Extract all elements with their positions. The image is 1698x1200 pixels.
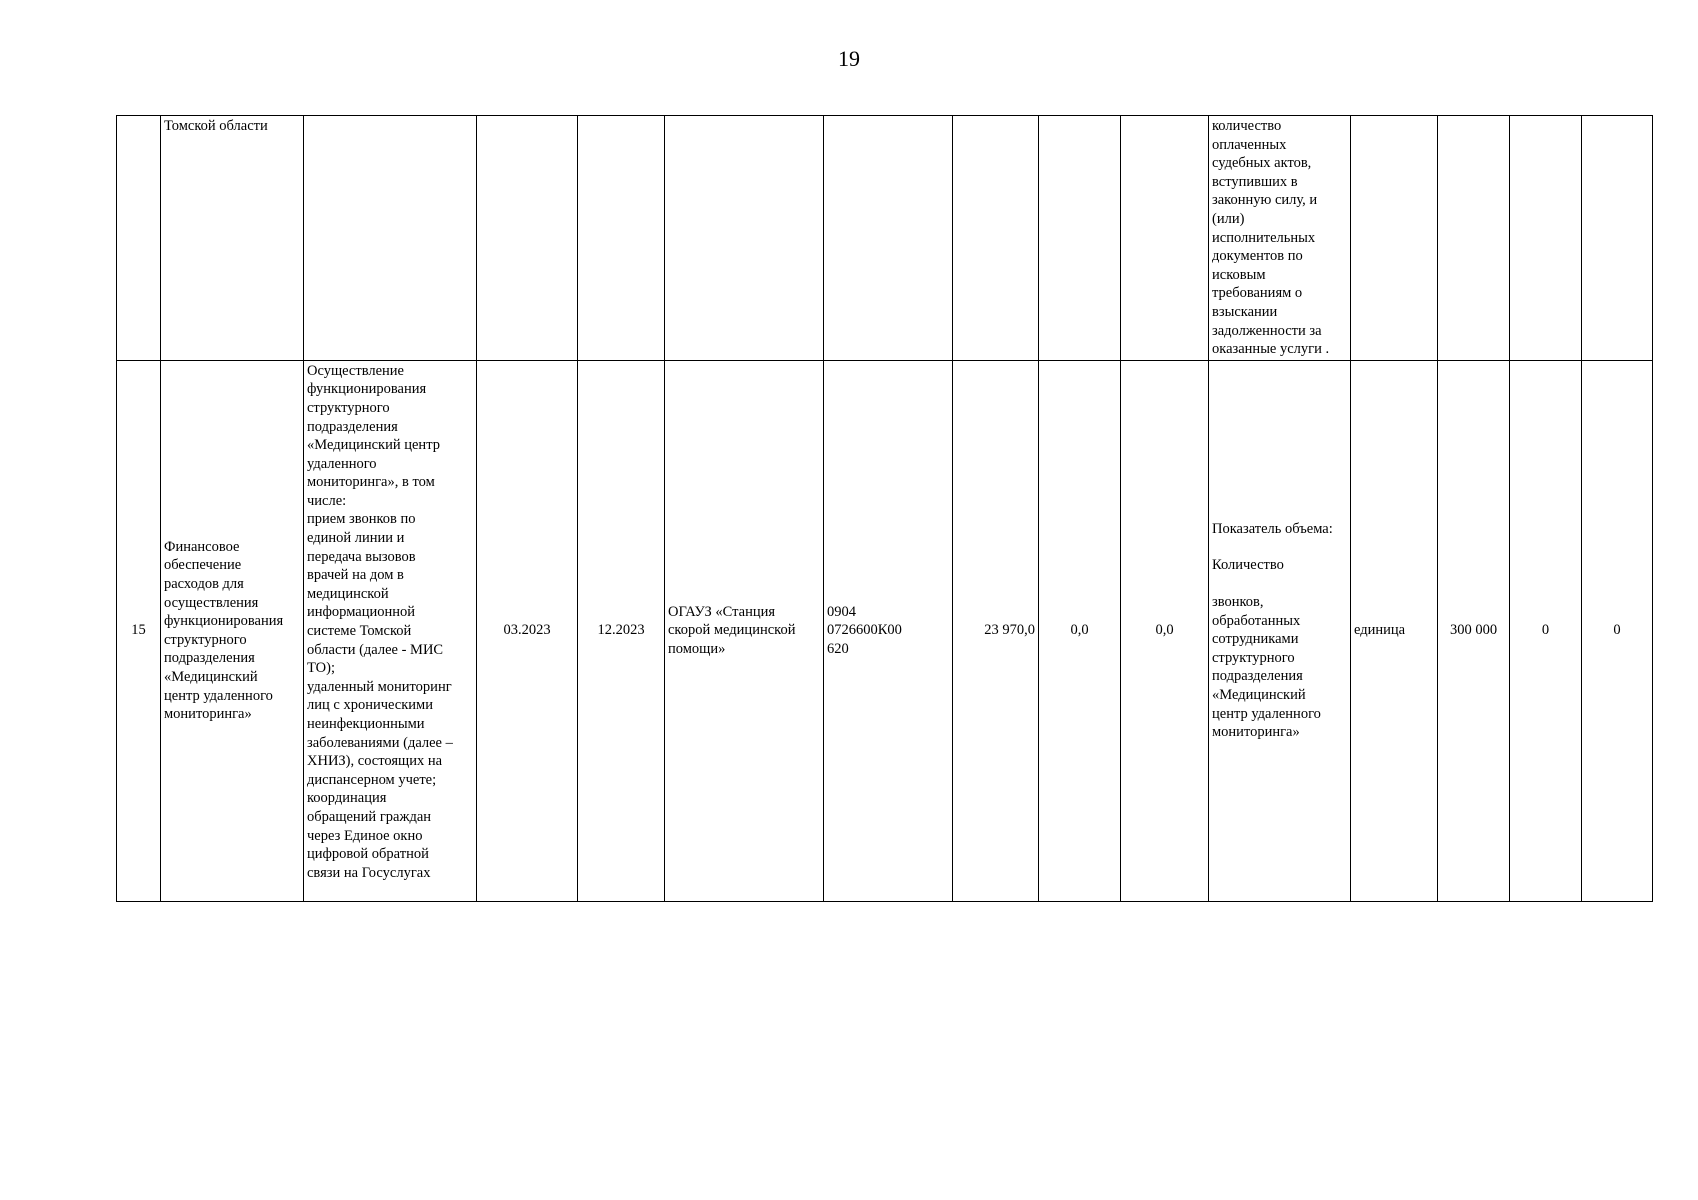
indicator-title: Показатель объема: — [1212, 520, 1333, 537]
indicator-value-year-2-cell — [1510, 116, 1582, 361]
table-row — [117, 116, 1653, 361]
amount-year-2-cell: 0,0 — [1039, 360, 1121, 901]
program-activities-table — [116, 115, 1653, 902]
row-number-cell — [117, 116, 161, 361]
indicator-value-year-3-cell: 0 — [1582, 360, 1653, 901]
start-date-cell — [477, 116, 578, 361]
indicator-cell: количество оплаченных судебных актов, вступивших в законную силу, и (или) исполнительных документов по исковым требованиям о взыскании задолженности за оказанные услуги . — [1209, 116, 1351, 361]
indicator-description: звонков, обработанных сотрудниками структурного подразделения «Медицинский центр удаленного мониторинга» — [1212, 593, 1321, 741]
end-date-cell: 12.2023 — [578, 360, 665, 901]
start-date-cell: 03.2023 — [477, 360, 578, 901]
amount-year-3-cell: 0,0 — [1121, 360, 1209, 901]
page-number: 19 — [838, 46, 860, 71]
indicator-cell — [1209, 360, 1351, 901]
budget-code-cell — [824, 116, 953, 361]
amount-year-3-cell — [1121, 116, 1209, 361]
end-date-cell — [578, 116, 665, 361]
budget-code-cell: 0904 0726600К00 620 — [824, 360, 953, 901]
indicator-value-year-2-cell: 0 — [1510, 360, 1582, 901]
executor-cell: ОГАУЗ «Станция скорой медицинской помощи» — [665, 360, 824, 901]
indicator-value-cell: 300 000 — [1438, 360, 1510, 901]
activity-content-cell: Осуществление функционирования структурного подразделения «Медицинский центр удаленного мониторинга», в том числе: прием звонков по единой линии и передача вызовов врачей на дом в медицинской информационной системе Томской области (далее - МИС ТО); удаленный мониторинг лиц с хроническими неинфекционными заболеваниями (далее – ХНИЗ), состоящих на диспансерном учете; координация обращений граждан через Единое окно цифровой обратной связи на Госуслугах — [304, 360, 477, 901]
activity-name-cell: Финансовое обеспечение расходов для осуществления функционирования структурного подразделения «Медицинский центр удаленного мониторинга» — [161, 360, 304, 901]
table-row — [117, 360, 1653, 901]
unit-cell: единица — [1351, 360, 1438, 901]
indicator-value-year-3-cell — [1582, 116, 1653, 361]
unit-cell — [1351, 116, 1438, 361]
activity-content-cell — [304, 116, 477, 361]
executor-cell — [665, 116, 824, 361]
amount-cell — [953, 116, 1039, 361]
amount-year-2-cell — [1039, 116, 1121, 361]
activity-name-cell: Томской области — [161, 116, 304, 361]
row-number-cell: 15 — [117, 360, 161, 901]
indicator-value-cell — [1438, 116, 1510, 361]
amount-cell: 23 970,0 — [953, 360, 1039, 901]
indicator-name: Количество — [1212, 557, 1284, 574]
